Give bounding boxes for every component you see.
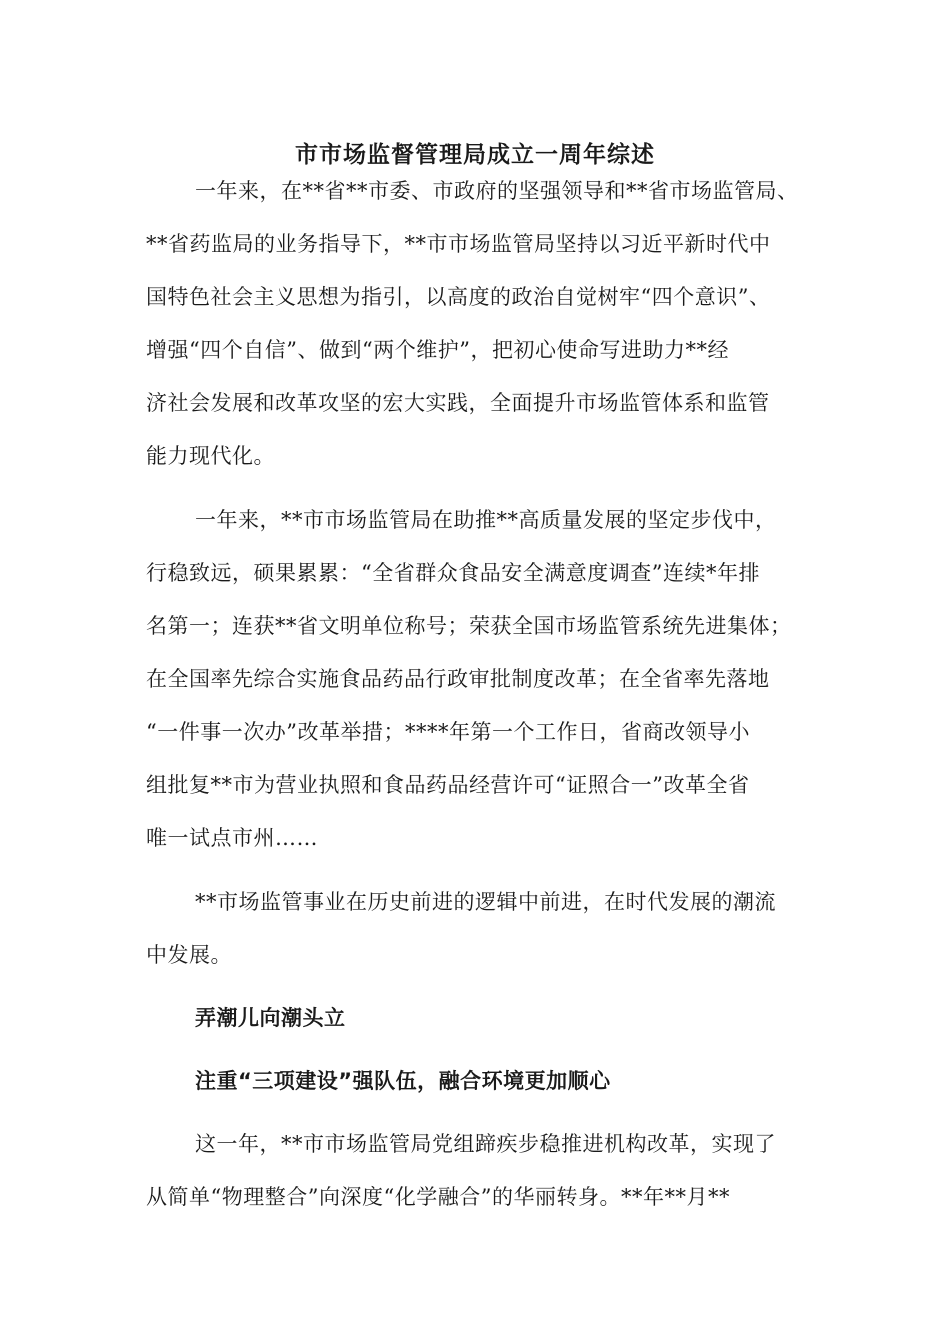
paragraph-line: “一件事一次办”改革举措；****年第一个工作日，省商改领导小 — [146, 720, 750, 744]
paragraph-line: 这一年，**市市场监管局党组蹄疾步稳推进机构改革，实现了 — [195, 1132, 776, 1156]
paragraph-line: 一年来，**市市场监管局在助推**高质量发展的坚定步伐中， — [195, 508, 777, 532]
paragraph-line: **市场监管事业在历史前进的逻辑中前进，在时代发展的潮流 — [195, 890, 776, 914]
paragraph-line: 在全国率先综合实施食品药品行政审批制度改革；在全省率先落地 — [146, 667, 770, 691]
paragraph-line: **省药监局的业务指导下，**市市场监管局坚持以习近平新时代中 — [146, 232, 771, 256]
document-title: 市市场监督管理局成立一周年综述 — [295, 142, 655, 168]
paragraph-line: 从简单“物理整合”向深度“化学融合”的华丽转身。**年**月** — [146, 1185, 730, 1209]
paragraph-line: 名第一；连获**省文明单位称号；荣获全国市场监管系统先进集体； — [146, 614, 792, 638]
paragraph-line: 一年来，在**省**市委、市政府的坚强领导和**省市场监管局、 — [195, 179, 799, 203]
paragraph-line: 济社会发展和改革攻坚的宏大实践，全面提升市场监管体系和监管 — [146, 391, 770, 415]
paragraph-line: 增强“四个自信”、做到“两个维护”，把初心使命写进助力**经 — [146, 338, 729, 362]
paragraph-line: 行稳致远，硕果累累：“全省群众食品安全满意度调查”连续*年排 — [146, 561, 760, 585]
paragraph-line: 国特色社会主义思想为指引，以高度的政治自觉树牢“四个意识”、 — [146, 285, 771, 309]
subsection-heading: 注重“三项建设”强队伍，融合环境更加顺心 — [195, 1069, 611, 1093]
paragraph-line: 唯一试点市州…… — [146, 826, 318, 850]
paragraph-line: 中发展。 — [146, 943, 232, 967]
paragraph-line: 组批复**市为营业执照和食品药品经营许可“证照合一”改革全省 — [146, 773, 750, 797]
section-heading: 弄潮儿向潮头立 — [195, 1006, 346, 1030]
paragraph-line: 能力现代化。 — [146, 444, 275, 468]
